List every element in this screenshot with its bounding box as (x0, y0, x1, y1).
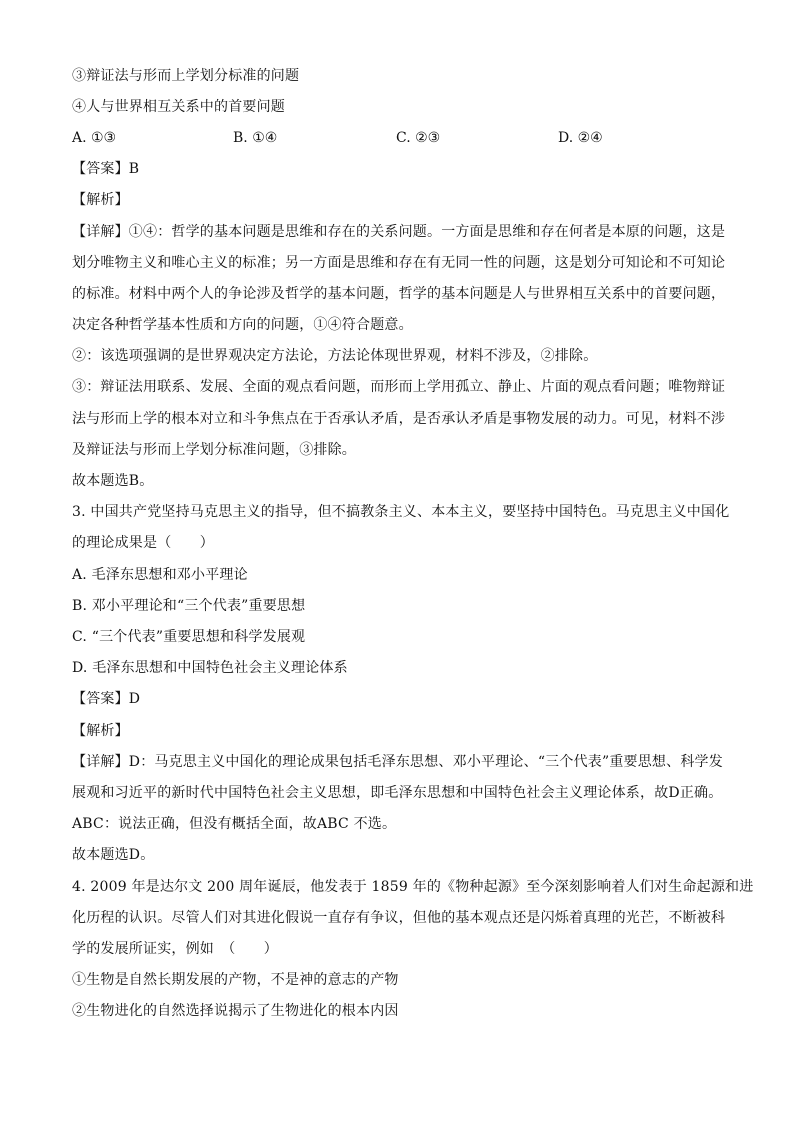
question-4-stem: 4. 2009 年是达尔文 200 周年诞辰，他发表于 1859 年的《物种起源》至今深刻影响着人们对生命起源和进 (72, 879, 754, 895)
explanation-line: 决定各种哲学基本性质和方向的问题，①④符合题意。 (72, 317, 413, 333)
explanation-line: 展观和习近平的新时代中国特色社会主义思想，即毛泽东思想和中国特色社会主义理论体系，故D正确。 (72, 785, 723, 801)
answer-choices-row (72, 128, 722, 148)
choice-a: A. 毛泽东思想和邓小平理论 (72, 567, 248, 583)
question-3-stem: 3. 中国共产党坚持马克思主义的指导，但不搞教条主义、本本主义，要坚持中国特色。马克思主义中国化 (72, 504, 730, 520)
analysis-label: 【解析】 (72, 192, 129, 208)
option-item-4: ④人与世界相互关系中的首要问题 (72, 99, 285, 115)
explanation-line: 的标准。材料中两个人的争论涉及哲学的基本问题，哲学的基本问题是人与世界相互关系中的首要问题， (72, 286, 726, 302)
choice-a: A. ①③ (72, 130, 117, 146)
explanation-line: 【详解】D：马克思主义中国化的理论成果包括毛泽东思想、邓小平理论、“三个代表”重要思想、科学发 (72, 754, 723, 770)
explanation-line: ABC：说法正确，但没有概括全面，故ABC 不选。 (72, 816, 397, 832)
answer-label: 【答案】D (72, 691, 141, 707)
explanation-line: 及辩证法与形而上学划分标准问题，③排除。 (72, 442, 356, 458)
explanation-line: 【详解】①④：哲学的基本问题是思维和存在的关系问题。一方面是思维和存在何者是本原的问题，这是 (72, 224, 726, 240)
explanation-line: ②：该选项强调的是世界观决定方法论，方法论体现世界观，材料不涉及，②排除。 (72, 348, 598, 364)
question-3-stem: 的理论成果是（ ） (72, 535, 214, 551)
answer-label: 【答案】B (72, 161, 140, 177)
question-4-stem: 化历程的认识。尽管人们对其进化假说一直存有争议，但他的基本观点还是闪烁着真理的光芒，不断被科 (72, 910, 726, 926)
option-item-1: ①生物是自然长期发展的产物，不是神的意志的产物 (72, 972, 399, 988)
choice-b: B. ①④ (233, 130, 278, 146)
choice-c: C. “三个代表”重要思想和科学发展观 (72, 629, 306, 645)
choice-d: D. ②④ (558, 130, 603, 146)
question-4-stem: 学的发展所证实，例如 （ ） (72, 941, 278, 957)
explanation-line: 划分唯物主义和唯心主义的标准；另一方面是思维和存在有无同一性的问题，这是划分可知论和不可知论 (72, 255, 726, 271)
choice-d: D. 毛泽东思想和中国特色社会主义理论体系 (72, 660, 348, 676)
conclusion-line: 故本题选B。 (72, 473, 154, 489)
choice-b: B. 邓小平理论和“三个代表”重要思想 (72, 598, 306, 614)
analysis-label: 【解析】 (72, 723, 129, 739)
choice-c: C. ②③ (396, 130, 441, 146)
explanation-line: ③：辩证法用联系、发展、全面的观点看问题，而形而上学用孤立、静止、片面的观点看问题；唯物辩证 (72, 379, 726, 395)
conclusion-line: 故本题选D。 (72, 847, 155, 863)
option-item-2: ②生物进化的自然选择说揭示了生物进化的根本内因 (72, 1003, 399, 1019)
explanation-line: 法与形而上学的根本对立和斗争焦点在于否承认矛盾，是否承认矛盾是事物发展的动力。可见，材料不涉 (72, 411, 726, 427)
option-item-3: ③辩证法与形而上学划分标准的问题 (72, 68, 300, 84)
